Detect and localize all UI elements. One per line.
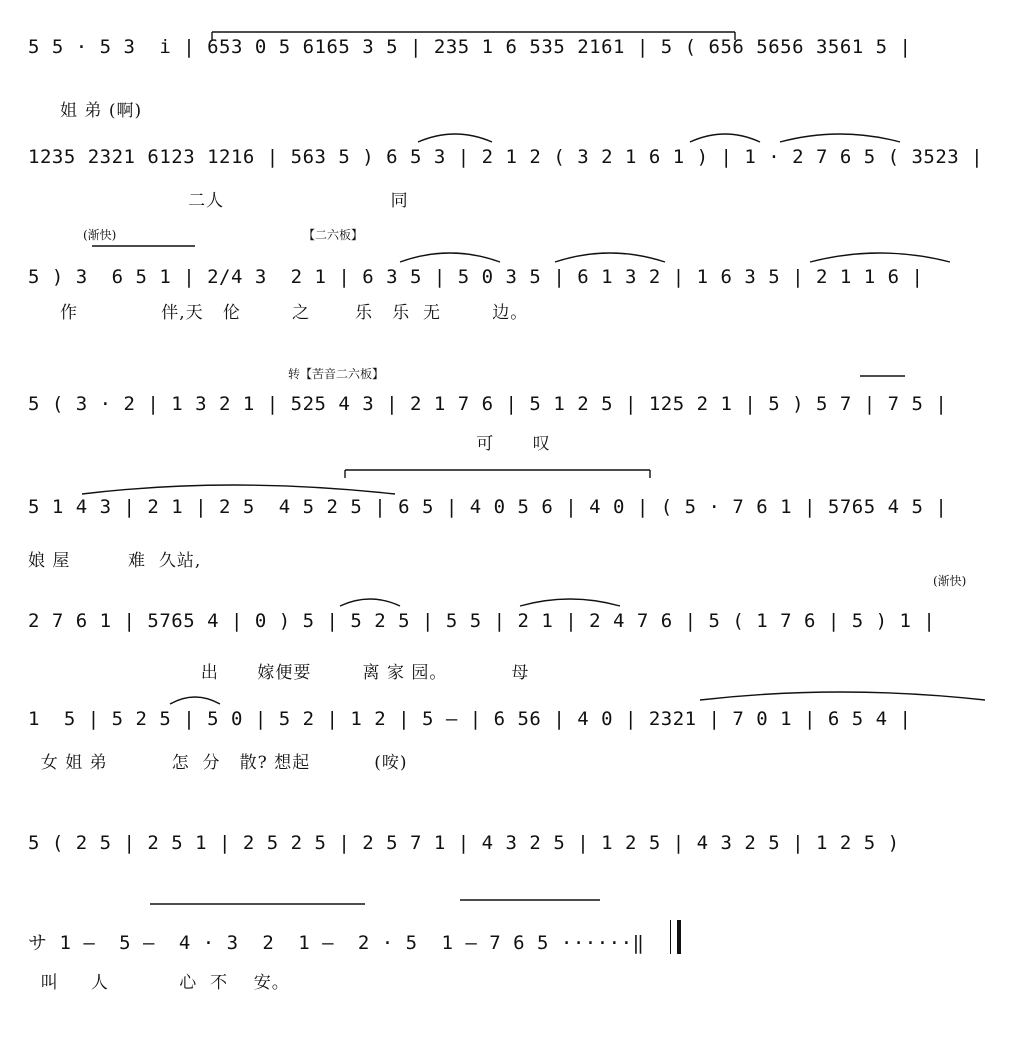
notation-line: 1235 2321 6123 1216 | 563 5 ) 6 5 3 | 2 1 2 ( 3 2 1 6 1 ) | 1 · 2 7 6 5 ( 3523 | xyxy=(28,146,984,168)
notation-line: 5 ) 3 6 5 1 | 2/4 3 2 1 | 6 3 5 | 5 0 3 5 | 6 1 3 2 | 1 6 3 5 | 2 1 1 6 | xyxy=(28,266,924,288)
lyrics-line: 女 姐 弟 怎 分 散? 想起 (咹) xyxy=(28,753,408,773)
tempo-marking: (渐快) xyxy=(933,574,967,588)
notation-line: 2 7 6 1 | 5765 4 | 0 ) 5 | 5 2 5 | 5 5 | 2 1 | 2 4 7 6 | 5 ( 1 7 6 | 5 ) 1 | xyxy=(28,610,936,632)
lyrics-line: 姐 弟 (啊) xyxy=(28,101,143,121)
notation-line: 5 ( 3 · 2 | 1 3 2 1 | 525 4 3 | 2 1 7 6 | 5 1 2 5 | 125 2 1 | 5 ) 5 7 | 7 5 | xyxy=(28,393,948,415)
lyrics-line: 可 叹 xyxy=(28,434,551,454)
tempo-marking: (渐快) xyxy=(83,228,117,242)
notation-line: 5 5 · 5 3 i | 653 0 5 6165 3 5 | 235 1 6 535 2161 | 5 ( 656 5656 3561 5 | xyxy=(28,36,912,58)
final-barline xyxy=(677,920,681,954)
notation-line: サ 1 — 5 — 4 · 3 2 1 — 2 · 5 1 — 7 6 5 ······‖ xyxy=(28,932,645,954)
lyrics-line: 叫 人 心 不 安。 xyxy=(28,973,290,993)
notation-line: 5 1 4 3 | 2 1 | 2 5 4 5 2 5 | 6 5 | 4 0 5 6 | 4 0 | ( 5 · 7 6 1 | 5765 4 5 | xyxy=(28,496,948,518)
notation-line: 1 5 | 5 2 5 | 5 0 | 5 2 | 1 2 | 5 — | 6 56 | 4 0 | 2321 | 7 0 1 | 6 5 4 | xyxy=(28,708,912,730)
section-marking: 【二六板】 xyxy=(303,228,364,242)
lyrics-line: 出 嫁便要 离 家 园。 母 xyxy=(28,663,530,683)
lyrics-line: 作 伴,天 伦 之 乐 乐 无 边。 xyxy=(28,303,529,323)
lyrics-line: 娘 屋 难 久站, xyxy=(28,551,202,571)
lyrics-line: 二人 同 xyxy=(28,191,409,211)
section-marking: 转【苦音二六板】 xyxy=(288,367,385,381)
notation-line: 5 ( 2 5 | 2 5 1 | 2 5 2 5 | 2 5 7 1 | 4 3 2 5 | 1 2 5 | 4 3 2 5 | 1 2 5 ) xyxy=(28,832,900,854)
final-barline-thin xyxy=(670,920,671,954)
